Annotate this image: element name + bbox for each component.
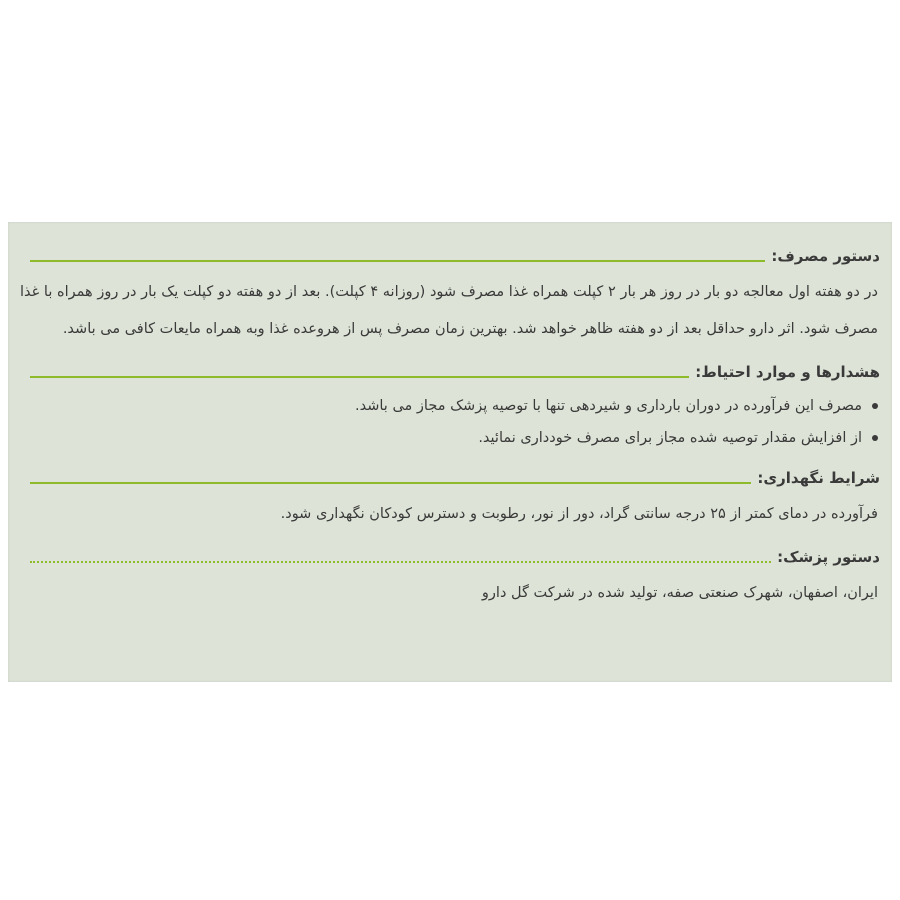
doctor-title: دستور پزشک: [777, 548, 880, 566]
manufacturer-text: ایران، اصفهان، شهرک صنعتی صفه، تولید شده در شرکت گل دارو [481, 585, 878, 601]
warning-text-2: از افزایش مقدار توصیه شده مجاز برای مصرف خودداری نمائید. [478, 430, 862, 446]
doctor-section-header [20, 539, 880, 575]
warnings-title: هشدارها و موارد احتیاط: [695, 363, 880, 381]
list-item [20, 390, 880, 422]
bullet-icon [872, 403, 878, 409]
storage-divider [30, 482, 751, 484]
doctor-divider [30, 561, 771, 563]
warnings-list [20, 390, 880, 454]
warning-text-1: مصرف این فرآورده در دوران بارداری و شیردهی تنها با توصیه پزشک مجاز می باشد. [355, 398, 862, 414]
usage-divider [30, 260, 765, 262]
storage-text: فرآورده در دمای کمتر از ۲۵ درجه سانتی گراد، دور از نور، رطوبت و دسترس کودکان نگهداری شود. [280, 506, 878, 522]
storage-title: شرایط نگهداری: [757, 469, 880, 487]
warnings-section-header [20, 354, 880, 390]
usage-section-header [20, 238, 880, 274]
usage-text: در دو هفته اول معالجه دو بار در روز هر بار ۲ کپلت همراه غذا مصرف شود (روزانه ۴ کپلت). بعد از دو هفته دو کپلت یک بار در روز همراه با غذا مصرف شود. اثر دارو حداقل بعد از دو هفته ظاهر خواهد شد. بهترین زمان مصرف پس از هروعده غذا وبه همراه مایعات کافی می باشد. [20, 284, 879, 337]
label-content [20, 232, 880, 612]
warnings-divider [30, 376, 689, 378]
package-label-panel [8, 222, 892, 682]
bullet-icon [872, 435, 878, 441]
usage-title: دستور مصرف: [771, 247, 880, 265]
storage-section-header [20, 460, 880, 496]
list-item [20, 422, 880, 454]
